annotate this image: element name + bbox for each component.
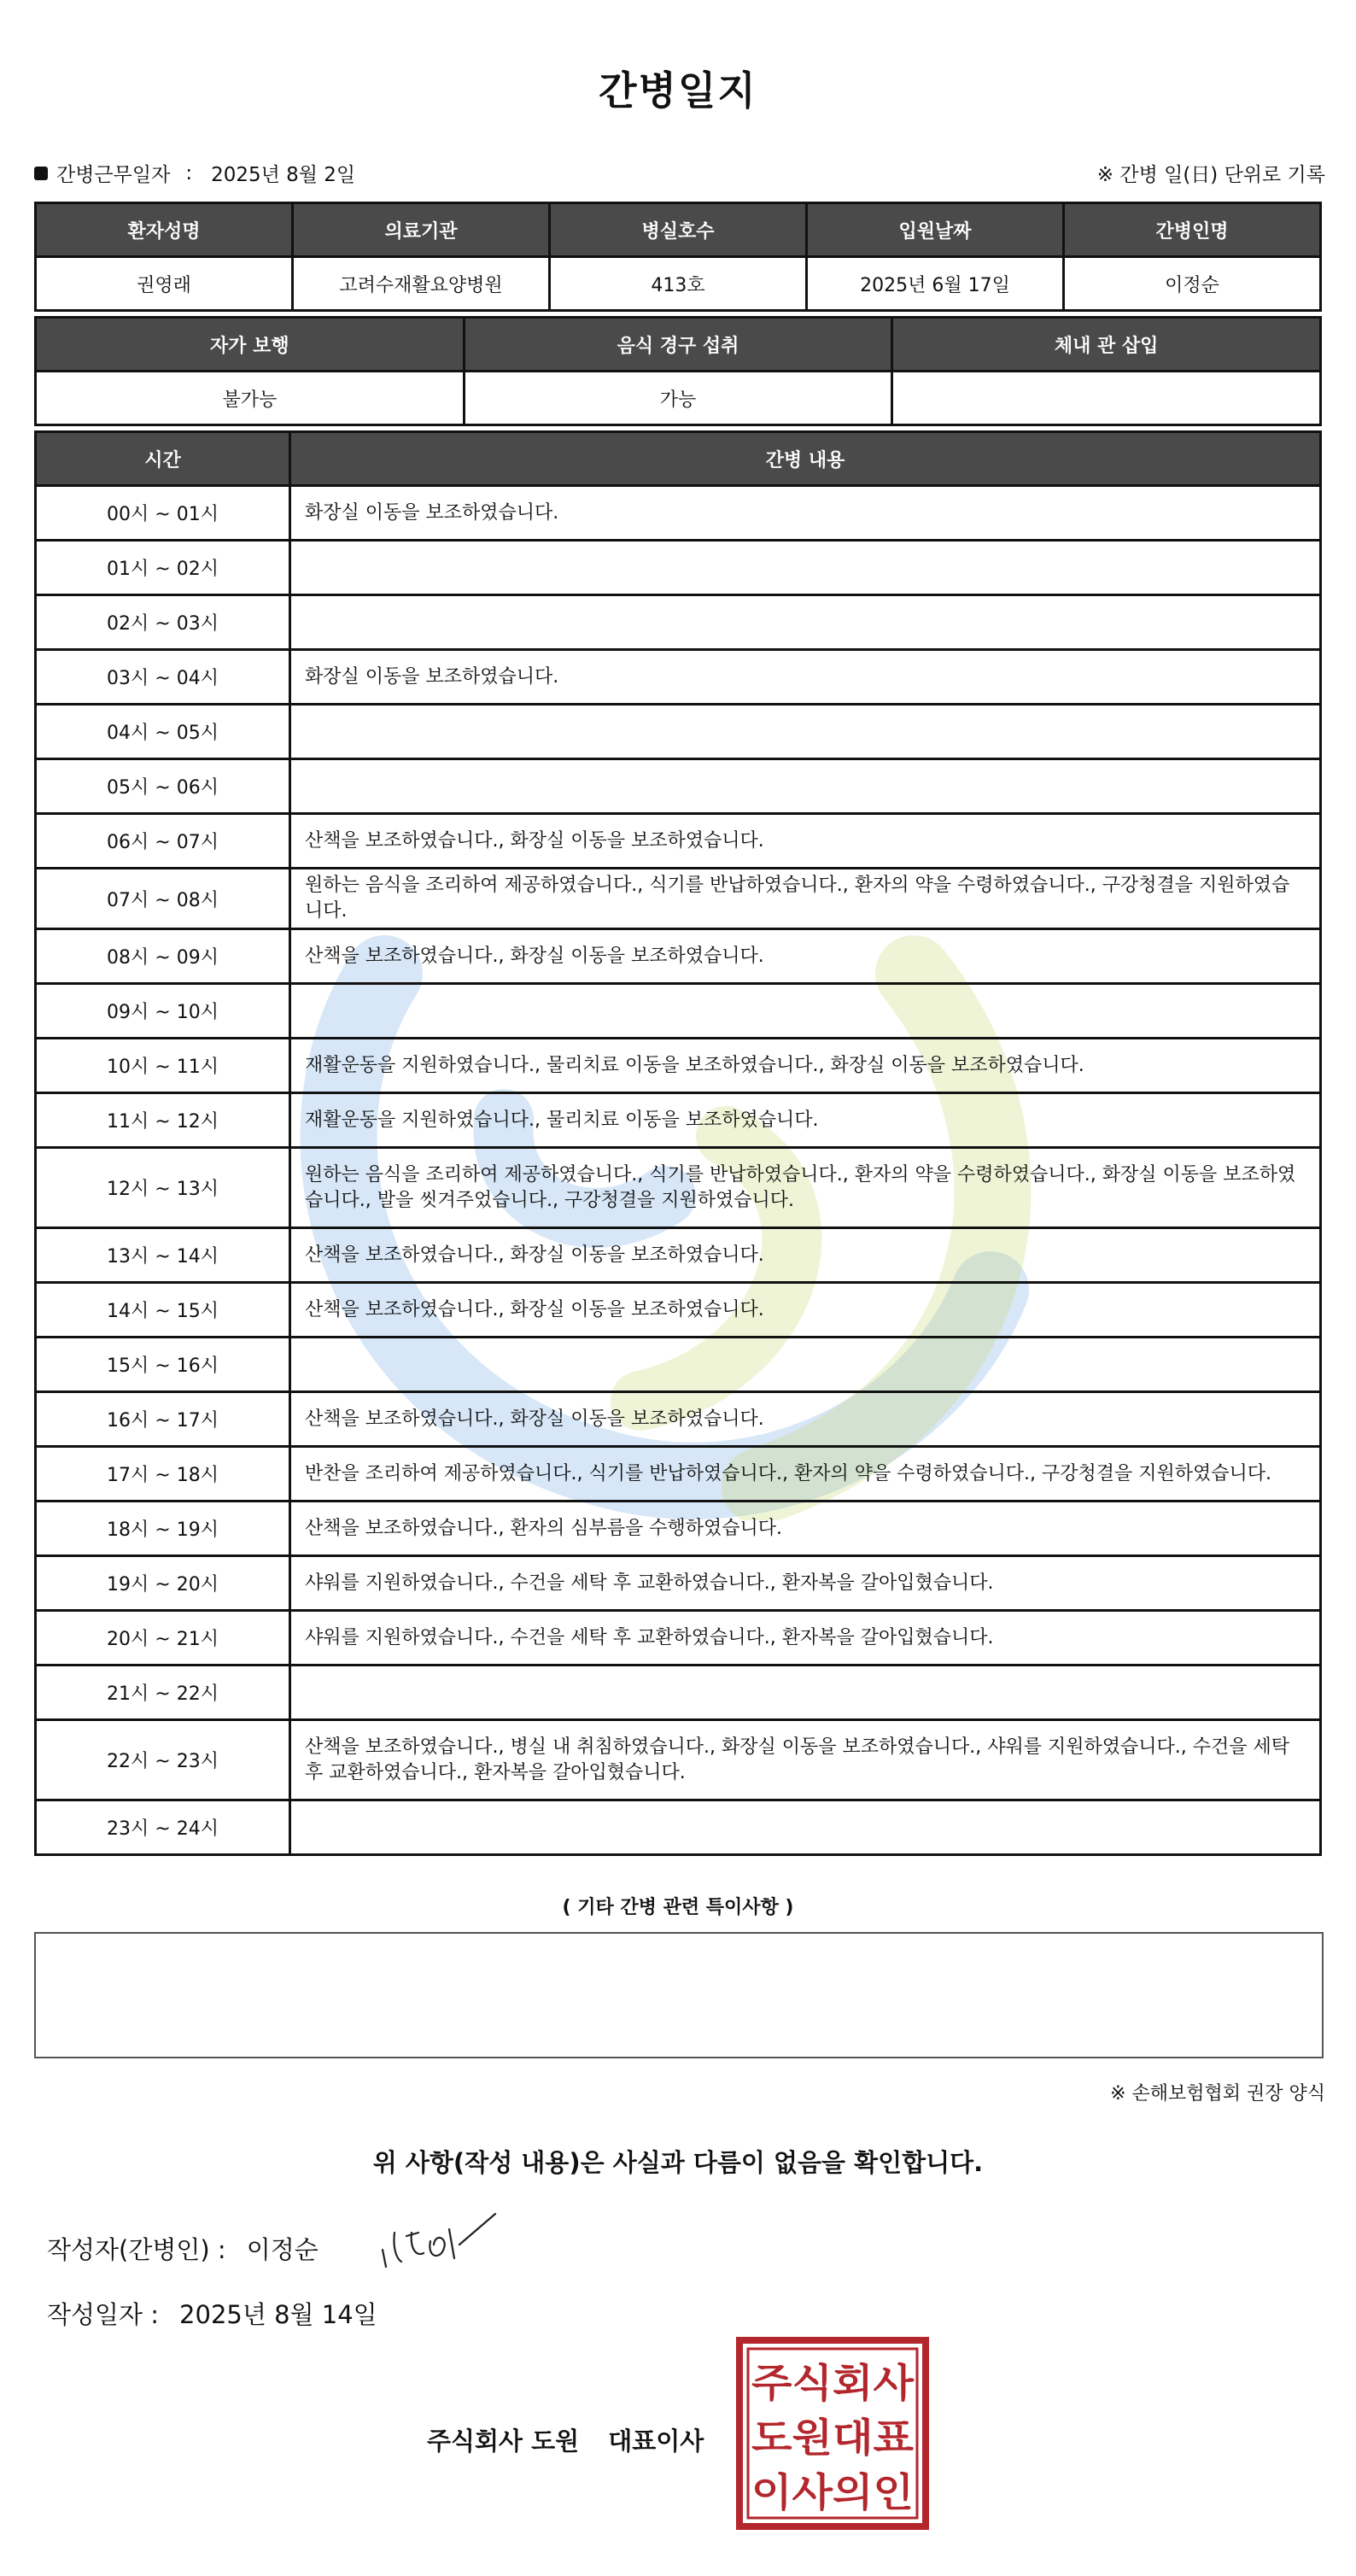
table-row — [36, 1447, 1321, 1502]
time-slot: 04시 ~ 05시 — [36, 705, 290, 759]
table-row — [36, 1039, 1321, 1093]
confirmation-text: 위 사항(작성 내용)은 사실과 다름이 없음을 확인합니다. — [372, 2148, 984, 2177]
time-slot: 17시 ~ 18시 — [36, 1447, 290, 1502]
company-line — [427, 2422, 704, 2457]
time-slot: 03시 ~ 04시 — [36, 650, 290, 705]
care-content: 화장실 이동을 보조하였습니다. — [290, 486, 1321, 541]
care-content: 산책을 보조하였습니다., 화장실 이동을 보조하였습니다. — [290, 1392, 1321, 1447]
care-log-table — [34, 430, 1322, 1856]
table-row — [36, 1556, 1321, 1611]
time-slot: 07시 ~ 08시 — [36, 869, 290, 929]
care-content — [290, 1338, 1321, 1392]
table-row — [36, 1502, 1321, 1556]
company-seal-stamp — [736, 2337, 929, 2530]
time-slot: 10시 ~ 11시 — [36, 1039, 290, 1093]
table-row — [36, 759, 1321, 814]
care-content: 산책을 보조하였습니다., 병실 내 취침하였습니다., 화장실 이동을 보조하였습니다., 샤워를 지원하였습니다., 수건을 세탁 후 교환하였습니다., 환자복을 갈아입혔습니다. — [290, 1720, 1321, 1800]
time-slot: 01시 ~ 02시 — [36, 541, 290, 595]
care-content — [290, 759, 1321, 814]
seal-text-line: 이사의인 — [751, 2469, 914, 2515]
care-content — [290, 1666, 1321, 1720]
seal-text-line: 주식회사 — [751, 2360, 915, 2406]
care-content: 원하는 음식을 조리하여 제공하였습니다., 식기를 반납하였습니다., 환자의 약을 수령하였습니다., 구강청결을 지원하였습니다. — [290, 869, 1321, 929]
table-row — [36, 1093, 1321, 1148]
table-row — [36, 1228, 1321, 1283]
oral-intake-value: 가능 — [464, 372, 892, 425]
care-content: 산책을 보조하였습니다., 화장실 이동을 보조하였습니다. — [290, 1228, 1321, 1283]
table-row — [36, 984, 1321, 1039]
care-content: 산책을 보조하였습니다., 화장실 이동을 보조하였습니다. — [290, 1283, 1321, 1338]
care-content: 산책을 보조하였습니다., 화장실 이동을 보조하였습니다. — [290, 814, 1321, 869]
write-date-line — [47, 2296, 377, 2331]
time-slot: 13시 ~ 14시 — [36, 1228, 290, 1283]
form-note: ※ 손해보험협회 권장 양식 — [1110, 2083, 1325, 2105]
care-content: 산책을 보조하였습니다., 화장실 이동을 보조하였습니다. — [290, 929, 1321, 984]
special-notes-title: ( 기타 간병 관련 특이사항 ) — [562, 1897, 794, 1918]
time-slot: 21시 ~ 22시 — [36, 1666, 290, 1720]
care-content: 화장실 이동을 보조하였습니다. — [290, 650, 1321, 705]
work-date-value: 2025년 8월 2일 — [211, 164, 356, 186]
table-row — [36, 1611, 1321, 1666]
time-slot: 11시 ~ 12시 — [36, 1093, 290, 1148]
table-row — [36, 1148, 1321, 1228]
header-caregiver: 간병인명 — [1064, 203, 1321, 257]
care-content — [290, 595, 1321, 650]
header-admission-date: 입원날짜 — [807, 203, 1064, 257]
time-slot: 23시 ~ 24시 — [36, 1800, 290, 1855]
caregiver-name: 이정순 — [1064, 257, 1321, 311]
tube-insertion-value — [892, 372, 1321, 425]
header-room: 병실호수 — [550, 203, 807, 257]
time-slot: 05시 ~ 06시 — [36, 759, 290, 814]
care-content: 산책을 보조하였습니다., 환자의 심부름을 수행하였습니다. — [290, 1502, 1321, 1556]
unit-note: ※ 간병 일(日) 단위로 기록 — [1096, 164, 1325, 186]
hospital-name: 고려수재활요양병원 — [293, 257, 550, 311]
company-name: 주식회사 도원 — [427, 2427, 580, 2456]
table-row — [36, 869, 1321, 929]
patient-name: 권영래 — [36, 257, 293, 311]
header-self-walking: 자가 보행 — [36, 318, 465, 372]
header-oral-intake: 음식 경구 섭취 — [464, 318, 892, 372]
time-slot: 12시 ~ 13시 — [36, 1148, 290, 1228]
time-slot: 00시 ~ 01시 — [36, 486, 290, 541]
writer-label: 작성자(간병인) : — [47, 2235, 226, 2264]
time-slot: 02시 ~ 03시 — [36, 595, 290, 650]
writer-line — [47, 2231, 319, 2266]
header-patient-name: 환자성명 — [36, 203, 293, 257]
admission-date: 2025년 6월 17일 — [807, 257, 1064, 311]
table-row — [36, 486, 1321, 541]
care-content — [290, 541, 1321, 595]
care-content — [290, 1800, 1321, 1855]
header-time: 시간 — [36, 432, 290, 486]
header-hospital: 의료기관 — [293, 203, 550, 257]
patient-info-table — [34, 202, 1322, 312]
time-slot: 09시 ~ 10시 — [36, 984, 290, 1039]
self-walking-value: 불가능 — [36, 372, 465, 425]
care-content: 원하는 음식을 조리하여 제공하였습니다., 식기를 반납하였습니다., 환자의 약을 수령하였습니다., 화장실 이동을 보조하였습니다., 발을 씻겨주었습니다., 구강청결을 지원하였습니다. — [290, 1148, 1321, 1228]
care-content: 재활운동을 지원하였습니다., 물리치료 이동을 보조하였습니다., 화장실 이동을 보조하였습니다. — [290, 1039, 1321, 1093]
time-slot: 14시 ~ 15시 — [36, 1283, 290, 1338]
work-date-label: 간병근무일자 — [56, 164, 171, 186]
care-content — [290, 984, 1321, 1039]
care-content: 샤워를 지원하였습니다., 수건을 세탁 후 교환하였습니다., 환자복을 갈아입혔습니다. — [290, 1556, 1321, 1611]
time-slot: 18시 ~ 19시 — [36, 1502, 290, 1556]
table-row — [36, 1283, 1321, 1338]
write-date-label: 작성일자 : — [47, 2300, 160, 2329]
seal-text-line: 도원대표 — [751, 2415, 915, 2461]
table-row — [36, 929, 1321, 984]
room-number: 413호 — [550, 257, 807, 311]
special-notes-box — [34, 1932, 1324, 2058]
time-slot: 16시 ~ 17시 — [36, 1392, 290, 1447]
table-row — [36, 1338, 1321, 1392]
time-slot: 19시 ~ 20시 — [36, 1556, 290, 1611]
writer-name: 이정순 — [246, 2235, 319, 2264]
care-content — [290, 705, 1321, 759]
care-content: 반찬을 조리하여 제공하였습니다., 식기를 반납하였습니다., 환자의 약을 수령하였습니다., 구강청결을 지원하였습니다. — [290, 1447, 1321, 1502]
table-row — [36, 705, 1321, 759]
work-date-colon: : — [185, 161, 193, 184]
table-row — [36, 650, 1321, 705]
table-row — [36, 1720, 1321, 1800]
table-row — [36, 1392, 1321, 1447]
work-date — [34, 159, 355, 187]
table-row — [36, 814, 1321, 869]
header-tube-insertion: 체내 관 삽입 — [892, 318, 1321, 372]
handwritten-signature — [367, 2207, 504, 2275]
write-date-value: 2025년 8월 14일 — [179, 2300, 377, 2329]
time-slot: 06시 ~ 07시 — [36, 814, 290, 869]
table-row — [36, 1800, 1321, 1855]
care-log-body — [36, 486, 1321, 1855]
time-slot: 08시 ~ 09시 — [36, 929, 290, 984]
header-care-content: 간병 내용 — [290, 432, 1321, 486]
care-content: 샤워를 지원하였습니다., 수건을 세탁 후 교환하였습니다., 환자복을 갈아입혔습니다. — [290, 1611, 1321, 1666]
company-role: 대표이사 — [608, 2427, 704, 2456]
table-row — [36, 1666, 1321, 1720]
care-content: 재활운동을 지원하였습니다., 물리치료 이동을 보조하였습니다. — [290, 1093, 1321, 1148]
patient-status-table — [34, 316, 1322, 426]
page-title: 간병일지 — [599, 67, 757, 114]
square-bullet-icon — [34, 167, 48, 180]
table-row — [36, 595, 1321, 650]
table-row — [36, 541, 1321, 595]
time-slot: 22시 ~ 23시 — [36, 1720, 290, 1800]
time-slot: 15시 ~ 16시 — [36, 1338, 290, 1392]
time-slot: 20시 ~ 21시 — [36, 1611, 290, 1666]
